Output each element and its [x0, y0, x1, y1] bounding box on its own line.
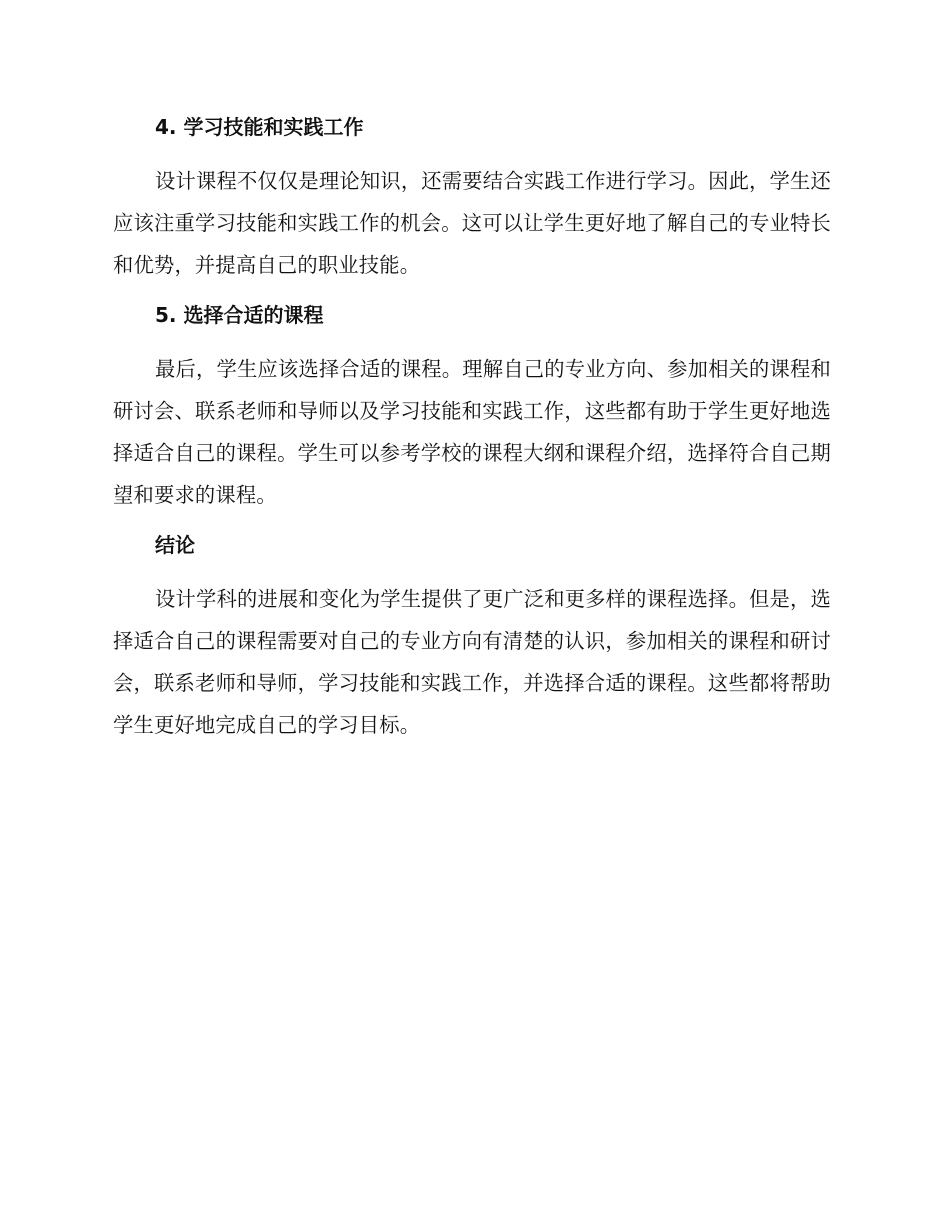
section-heading-skills-practice: 4. 学习技能和实践工作 [155, 115, 364, 139]
section-paragraph-conclusion: 设计学科的进展和变化为学生提供了更广泛和更多样的课程选择。但是，选择适合自己的课程需要对自己的专业方向有清楚的认识，参加相关的课程和研讨会，联系老师和导师，学习技能和实践工作，并选择合适的课程。这些都将帮助学生更好地完成自己的学习目标。 [113, 587, 831, 737]
document-body [113, 110, 831, 758]
section-paragraph-choose-courses: 最后，学生应该选择合适的课程。理解自己的专业方向、参加相关的课程和研讨会、联系老师和导师以及学习技能和实践工作，这些都有助于学生更好地选择适合自己的课程。学生可以参考学校的课程大纲和课程介绍，选择符合自己期望和要求的课程。 [113, 357, 831, 507]
section-paragraph-skills-practice: 设计课程不仅仅是理论知识，还需要结合实践工作进行学习。因此，学生还应该注重学习技能和实践工作的机会。这可以让学生更好地了解自己的专业特长和优势，并提高自己的职业技能。 [113, 169, 831, 277]
section-heading-choose-courses: 5. 选择合适的课程 [155, 303, 324, 327]
section-heading-conclusion: 结论 [155, 533, 195, 557]
